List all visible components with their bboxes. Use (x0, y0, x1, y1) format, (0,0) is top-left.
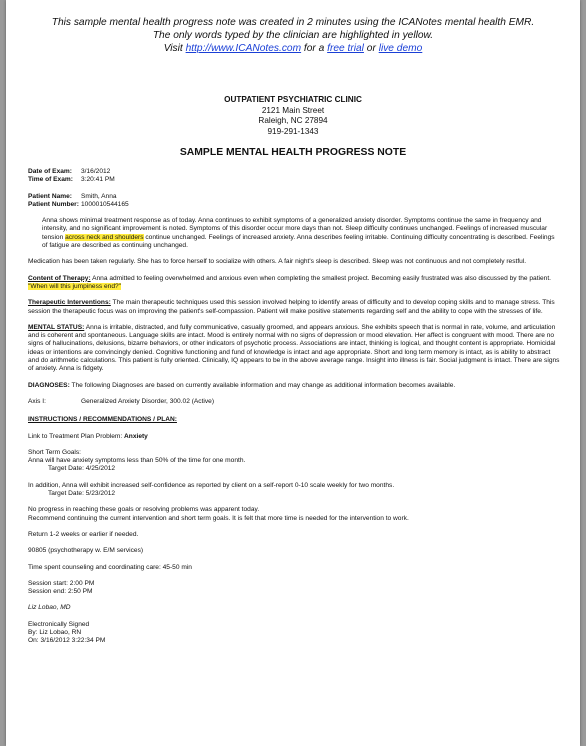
patient-name-label: Patient Name: (28, 192, 72, 200)
progress-line-2: Recommend continuing the current intervention and short term goals. It is felt that more time is needed for the intervention to work. (28, 514, 409, 522)
patient-name-row (28, 193, 560, 201)
goal-1-date: Target Date: 4/25/2012 (48, 465, 116, 473)
clinic-name: OUTPATIENT PSYCHIATRIC CLINIC (224, 95, 362, 104)
banner-mid-text: for a (301, 43, 328, 54)
interventions-text: The main therapeutic techniques used this session involved helping to identify areas of difficulty and to develop coping skills and to manage stress. This session the therapeutic focus was on improving the patient's self-compassion. Patient will make positive statements regarding self and the ability to cope with the stresses of life. (28, 299, 555, 315)
clinic-phone: 919-291-1343 (267, 126, 319, 136)
content-therapy-quote: "When will this jumpiness end?" (28, 282, 122, 290)
banner-line-2: The only words typed by the clinician are highlighted in yellow. (152, 30, 434, 41)
summary-paragraph (28, 217, 560, 250)
mental-status-paragraph (28, 324, 560, 374)
axis-row (28, 398, 560, 406)
summary-text-pre: Anna shows minimal treatment response as of today. Anna continues to exhibit symptoms of a generalized anxiety disorder. Symptoms continue the same in frequency and intensity, and no significant improvement is noted. Symptoms of this disorder occur more days than not. Sleep difficulty continues unchanged. Feelings of increased muscular tension (42, 217, 548, 241)
treatment-link-line (28, 433, 560, 441)
document-page (6, 0, 580, 746)
diagnoses-paragraph (28, 382, 560, 390)
summary-highlight: across neck and shoulders (65, 233, 144, 241)
session-end-line: Session end: 2:50 PM (28, 588, 93, 596)
live-demo-link[interactable]: live demo (378, 43, 423, 54)
exam-date-row (28, 168, 560, 176)
note-title: SAMPLE MENTAL HEALTH PROGRESS NOTE (179, 147, 407, 158)
mental-status-text: Anna is irritable, distracted, and fully communicative, casually groomed, and appears anxious. She exhibits speech that is normal in rate, volume, and articulation and is coherent and spontaneous. Language skills are intact. Mood is entirely normal with no signs of depression or mood elevation. Her affect is congruent with mood. There are no signs of hallucinations, delusions, bizarre behaviors, or other indicators of psychotic process. Associations are intact, thinking is logical, and thought content is appropriate. Homicidal ideas or intentions are convincingly denied. Cognitive functioning and fund of knowledge is intact and age appropriate. Short and long term memory is intact, as is ability to abstract and do arithmetic calculations. This patient is fully oriented. Clinically, IQ appears to be in the above average range. Insight into illness is fair. Social judgment is intact. There are signs of anxiety. Anna is fidgety. (28, 323, 560, 373)
goal-2: In addition, Anna will exhibit increased self-confidence as reported by client on a self-report 0-10 scale weekly for two months. (28, 481, 395, 489)
content-therapy-label: Content of Therapy: (28, 274, 91, 282)
content-therapy-text: Anna admitted to feeling overwhelmed and anxious even when completing the smallest project. Becoming easily frustrated was also discussed by the patient. (90, 274, 551, 282)
content-therapy-paragraph (28, 275, 560, 292)
progress-line-1: No progress in reaching these goals or resolving problems was apparent today. (28, 506, 260, 514)
signed-line-3: On: 3/16/2012 3:22:34 PM (28, 637, 106, 645)
exam-date-value: 3/16/2012 (81, 168, 111, 175)
exam-date-label: Date of Exam: (28, 168, 72, 175)
time-spent-line: Time spent counseling and coordinating care: 45-50 min (28, 563, 192, 571)
interventions-paragraph (28, 299, 560, 316)
patient-number-value: 1000010544165 (81, 200, 129, 208)
clinic-header (6, 95, 580, 137)
patient-name-value: Smith, Anna (81, 192, 117, 200)
icanotes-site-link[interactable]: http://www.ICANotes.com (185, 43, 302, 54)
instructions-heading: INSTRUCTIONS / RECOMMENDATIONS / PLAN: (28, 416, 177, 424)
signed-line-2: By: Liz Lobao, RN (28, 628, 82, 636)
treatment-link-prefix: Link to Treatment Plan Problem: (28, 432, 125, 440)
exam-time-label: Time of Exam: (28, 176, 73, 184)
goal-1: Anna will have anxiety symptoms less than 50% of the time for one month. (28, 457, 246, 465)
interventions-label: Therapeutic Interventions: (28, 299, 111, 307)
clinic-street: 2121 Main Street (261, 105, 325, 115)
patient-number-label: Patient Number: (28, 200, 79, 208)
note-body (28, 168, 560, 646)
diagnoses-text: The following Diagnoses are based on currently available information and may change as additional information becomes available. (69, 381, 456, 389)
axis-label: Axis I: (28, 397, 46, 405)
goal-2-date: Target Date: 5/23/2012 (48, 490, 116, 498)
mental-status-label: MENTAL STATUS: (28, 323, 85, 331)
free-trial-link[interactable]: free trial (327, 43, 364, 54)
axis-value: Generalized Anxiety Disorder, 300.02 (Active) (81, 397, 215, 405)
exam-time-row (28, 176, 560, 184)
return-line: Return 1-2 weeks or earlier if needed. (28, 530, 139, 538)
exam-time-value: 3:20:41 PM (81, 176, 115, 184)
cpt-line: 90805 (psychotherapy w. E/M services) (28, 547, 144, 555)
medication-paragraph: Medication has been taken regularly. She has to force herself to socialize with others. A fair night's sleep is described. Sleep was not continuous and not completely restful. (28, 258, 527, 266)
signed-line-1: Electronically Signed (28, 620, 90, 628)
promo-banner (6, 16, 580, 55)
session-start-line: Session start: 2:00 PM (28, 579, 95, 587)
diagnoses-label: DIAGNOSES: (28, 381, 70, 389)
treatment-problem: Anxiety (124, 432, 148, 440)
summary-text-post: continue unchanged. Feelings of increased anxiety. Anna describes feeling irritable. Continuing difficulty concentrating is described. Feelings of fatigue are described as continuing unchanged. (42, 233, 555, 250)
banner-or-text: or (363, 43, 379, 54)
clinician-name: Liz Lobao, MD (28, 604, 71, 612)
clinic-city: Raleigh, NC 27894 (258, 116, 328, 125)
banner-line-1: This sample mental health progress note was created in 2 minutes using the ICANotes mental health EMR. (51, 17, 535, 28)
banner-visit-text: Visit (163, 43, 186, 54)
banner-line-3 (6, 42, 580, 55)
stg-label: Short Term Goals: (28, 448, 82, 456)
patient-number-row (28, 201, 560, 209)
